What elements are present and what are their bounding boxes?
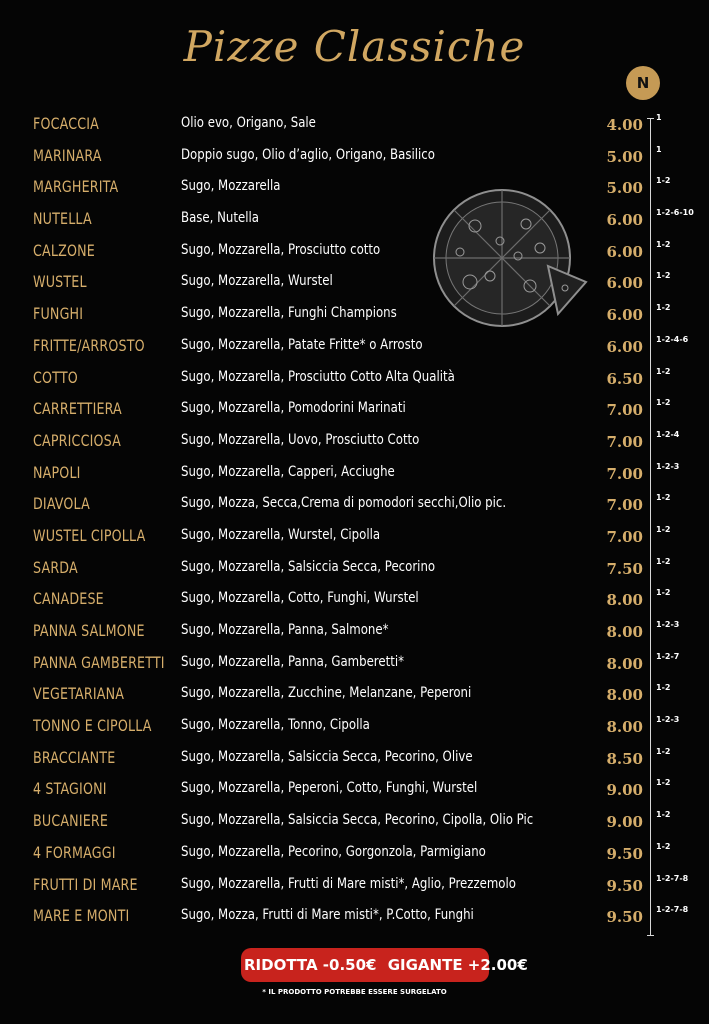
pizza-name: MARGHERITA <box>33 177 119 197</box>
menu-item-row <box>0 457 709 489</box>
pizza-ingredients: Sugo, Mozzarella, Salsiccia Secca, Pecorino, Olive <box>181 748 473 765</box>
pizza-ingredients: Sugo, Mozzarella, Tonno, Cipolla <box>181 717 370 734</box>
pizza-allergens: 1-2 <box>656 746 671 756</box>
pizza-price: 4.00 <box>606 116 643 134</box>
menu-item-row <box>0 583 709 615</box>
menu-item-row <box>0 203 709 235</box>
pizza-ingredients: Sugo, Mozzarella, Wurstel, Cipolla <box>181 526 381 543</box>
menu-item-row <box>0 362 709 394</box>
menu-item-row <box>0 298 709 330</box>
pizza-name: FUNGHI <box>33 304 84 324</box>
menu-item-row <box>0 425 709 457</box>
pizza-ingredients: Sugo, Mozzarella, Zucchine, Melanzane, Peperoni <box>181 685 472 702</box>
menu-item-row <box>0 266 709 298</box>
menu-item-row <box>0 647 709 679</box>
pizza-name: DIAVOLA <box>33 494 90 514</box>
menu-item-row <box>0 552 709 584</box>
pizza-allergens: 1-2 <box>656 810 671 820</box>
pizza-price: 7.50 <box>606 559 643 578</box>
pizza-allergens: 1-2 <box>656 778 671 788</box>
pizza-name: BUCANIERE <box>33 811 109 831</box>
title-block <box>0 22 709 71</box>
pizza-ingredients: Sugo, Mozzarella, Pecorino, Gorgonzola, Parmigiano <box>181 843 486 860</box>
pizza-price: 6.00 <box>606 337 643 356</box>
pizza-price: 6.00 <box>606 274 643 293</box>
pizza-ingredients: Base, Nutella <box>181 210 259 227</box>
menu-item-row <box>0 488 709 520</box>
pizza-allergens: 1-2 <box>656 683 671 693</box>
pizza-name: NAPOLI <box>33 462 81 482</box>
pizza-ingredients: Sugo, Mozzarella, Uovo, Prosciutto Cotto <box>181 431 420 448</box>
pizza-ingredients: Sugo, Mozzarella, Prosciutto Cotto Alta Qualità <box>181 368 455 385</box>
menu-item-row <box>0 742 709 774</box>
pizza-allergens: 1-2 <box>656 176 671 186</box>
pizza-allergens: 1-2 <box>656 524 671 534</box>
pizza-allergens: 1-2 <box>656 556 671 566</box>
pizza-ingredients: Sugo, Mozzarella, Salsiccia Secca, Pecorino, Cipolla, Olio Pic <box>181 812 534 829</box>
pizza-allergens: 1-2 <box>656 398 671 408</box>
pizza-ingredients: Sugo, Mozzarella, Panna, Gamberetti* <box>181 653 404 670</box>
pizza-ingredients: Sugo, Mozzarella, Peperoni, Cotto, Funghi, Wurstel <box>181 780 478 797</box>
pizza-price: 7.00 <box>606 401 643 420</box>
pizza-allergens: 1-2 <box>656 588 671 598</box>
pizza-ingredients: Sugo, Mozza, Frutti di Mare misti*, P.Cotto, Funghi <box>181 907 474 924</box>
menu-item-row <box>0 140 709 172</box>
pizza-name: WUSTEL CIPOLLA <box>33 525 146 545</box>
pizza-ingredients: Sugo, Mozzarella, Wurstel <box>181 273 333 290</box>
pizza-price: 5.00 <box>606 179 643 198</box>
pizza-allergens: 1-2-4 <box>656 429 680 439</box>
pizza-allergens: 1-2 <box>656 271 671 281</box>
page-title: Pizze Classiche <box>183 22 526 71</box>
pizza-name: PANNA GAMBERETTI <box>33 652 165 672</box>
pizza-price: 9.50 <box>606 844 643 863</box>
pizza-name: BRACCIANTE <box>33 747 116 767</box>
menu-item-row <box>0 773 709 805</box>
pizza-allergens: 1-2-3 <box>656 620 680 629</box>
pizza-ingredients: Olio evo, Origano, Sale <box>181 115 316 131</box>
pizza-name: SARDA <box>33 557 78 577</box>
menu-item-row <box>0 805 709 837</box>
pizza-price: 8.00 <box>606 686 643 705</box>
pizza-ingredients: Sugo, Mozzarella, Prosciutto cotto <box>181 241 381 258</box>
pizza-price: 7.00 <box>606 464 643 483</box>
pizza-list <box>0 108 709 932</box>
size-options-pill <box>241 948 528 982</box>
pizza-price: 9.00 <box>606 813 643 832</box>
pizza-allergens: 1 <box>656 113 662 122</box>
ridotta-label: RIDOTTA -0.50€ <box>244 956 377 974</box>
frozen-product-note: * IL PRODOTTO POTREBBE ESSERE SURGELATO <box>262 988 447 996</box>
pizza-name: CAPRICCIOSA <box>33 430 121 450</box>
pizza-name: 4 FORMAGGI <box>33 842 116 862</box>
pizza-ingredients: Sugo, Mozzarella, Patate Fritte* o Arrosto <box>181 336 423 353</box>
menu-item-row <box>0 678 709 710</box>
pizza-allergens: 1-2-3 <box>656 715 680 725</box>
pizza-ingredients: Doppio sugo, Olio d’aglio, Origano, Basilico <box>181 146 435 163</box>
pizza-allergens: 1-2 <box>656 239 671 249</box>
pizza-ingredients: Sugo, Mozza, Secca,Crema di pomodori secchi,Olio pic. <box>181 495 507 512</box>
pizza-name: FRITTE/ARROSTO <box>33 335 145 355</box>
pizza-name: TONNO E CIPOLLA <box>33 716 152 736</box>
pizza-allergens: 1-2 <box>656 366 671 376</box>
pizza-price: 8.50 <box>606 749 643 768</box>
pizza-name: MARINARA <box>33 145 102 165</box>
pizza-price: 9.00 <box>606 781 643 800</box>
pizza-allergens: 1-2-6-10 <box>656 208 694 218</box>
menu-item-row <box>0 330 709 362</box>
menu-item-row <box>0 710 709 742</box>
pizza-price: 6.50 <box>606 369 643 388</box>
pizza-name: CALZONE <box>33 240 95 260</box>
new-badge: N <box>626 66 660 100</box>
pizza-allergens: 1-2-7-8 <box>656 905 689 915</box>
pizza-ingredients: Sugo, Mozzarella, Funghi Champions <box>181 305 397 322</box>
pizza-price: 8.00 <box>606 718 643 737</box>
pizza-name: CANADESE <box>33 589 104 609</box>
pizza-allergens: 1-2 <box>656 841 671 851</box>
pizza-price: 7.00 <box>606 496 643 515</box>
menu-item-row <box>0 171 709 203</box>
pizza-allergens: 1-2 <box>656 303 671 313</box>
pizza-ingredients: Sugo, Mozzarella, Capperi, Acciughe <box>181 463 395 480</box>
pizza-price: 6.00 <box>606 211 643 230</box>
menu-item-row <box>0 615 709 647</box>
menu-item-row <box>0 108 709 140</box>
menu-item-row <box>0 520 709 552</box>
menu-item-row <box>0 235 709 267</box>
pizza-price: 6.00 <box>606 242 643 261</box>
pizza-allergens: 1-2-4-6 <box>656 334 689 344</box>
pizza-ingredients: Sugo, Mozzarella, Cotto, Funghi, Wurstel <box>181 590 419 607</box>
menu-item-row <box>0 837 709 869</box>
pizza-allergens: 1-2-7 <box>656 651 680 661</box>
pizza-price: 8.00 <box>606 591 643 610</box>
pizza-ingredients: Sugo, Mozzarella, Salsiccia Secca, Pecorino <box>181 558 436 575</box>
menu-item-row <box>0 393 709 425</box>
pizza-name: MARE E MONTI <box>33 906 130 926</box>
pizza-price: 7.00 <box>606 432 643 451</box>
pizza-name: VEGETARIANA <box>33 684 125 704</box>
pizza-price: 9.50 <box>606 876 643 895</box>
pizza-allergens: 1 <box>656 144 662 154</box>
pizza-allergens: 1-2-3 <box>656 461 680 471</box>
pizza-price: 7.00 <box>606 527 643 546</box>
pizza-name: FOCACCIA <box>33 114 100 133</box>
pizza-name: FRUTTI DI MARE <box>33 874 138 894</box>
pizza-allergens: 1-2-7-8 <box>656 873 689 883</box>
pizza-name: NUTELLA <box>33 209 92 229</box>
pizza-price: 8.00 <box>606 623 643 641</box>
pizza-allergens: 1-2 <box>656 493 671 503</box>
divider-tick-bottom <box>647 935 654 936</box>
menu-item-row <box>0 869 709 901</box>
pizza-price: 5.00 <box>606 147 643 166</box>
pizza-price: 6.00 <box>606 306 643 325</box>
pizza-name: PANNA SALMONE <box>33 621 145 640</box>
pizza-price: 9.50 <box>606 908 643 927</box>
pizza-name: COTTO <box>33 367 78 387</box>
pizza-name: 4 STAGIONI <box>33 779 107 799</box>
menu-item-row <box>0 900 709 932</box>
pizza-ingredients: Sugo, Mozzarella, Pomodorini Marinati <box>181 400 406 417</box>
pizza-ingredients: Sugo, Mozzarella, Frutti di Mare misti*, Aglio, Prezzemolo <box>181 875 516 892</box>
pizza-price: 8.00 <box>606 654 643 673</box>
pizza-ingredients: Sugo, Mozzarella <box>181 178 281 195</box>
pizza-ingredients: Sugo, Mozzarella, Panna, Salmone* <box>181 622 389 638</box>
gigante-label: GIGANTE +2.00€ <box>387 956 528 974</box>
pizza-name: WUSTEL <box>33 272 87 292</box>
pizza-name: CARRETTIERA <box>33 399 122 419</box>
